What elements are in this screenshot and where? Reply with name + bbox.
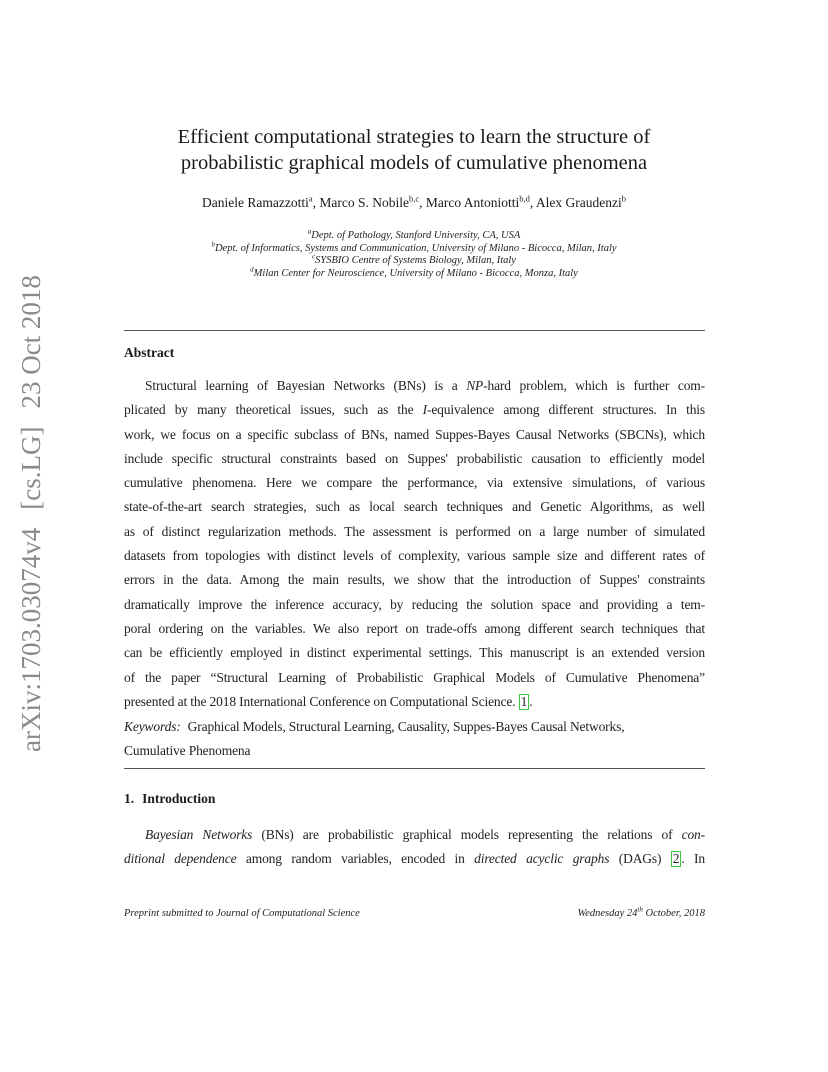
abstract-line: cumulative phenomena. Here we compare the performance, via extensive simulations, of various <box>124 475 705 491</box>
affiliation-text: Dept. of Pathology, Stanford University, CA, USA <box>311 230 521 241</box>
affiliation-text: Milan Center for Neuroscience, University of Milano - Bicocca, Monza, Italy <box>253 267 578 279</box>
text-span: -hard problem, which is further com- <box>483 378 705 393</box>
text-span: among random variables, encoded in <box>236 851 475 867</box>
affiliation-text: Dept. of Informatics, Systems and Communication, University of Milano - Bicocca, Milan, Italy <box>214 242 617 254</box>
author-separator: , <box>529 195 536 210</box>
abstract-bottom-rule <box>124 768 705 769</box>
section-number: 1. <box>124 791 135 806</box>
text-span: plicated by many theoretical issues, such as the <box>124 402 423 418</box>
footer-date <box>577 907 705 921</box>
affiliation-mark: a <box>307 227 312 236</box>
author-list <box>100 194 728 212</box>
text-span: (DAGs) <box>609 851 671 867</box>
author-affil-mark: b <box>621 193 626 204</box>
text-span: October, 2018 <box>642 908 705 919</box>
affiliation-mark: c <box>312 252 316 261</box>
abstract-body <box>124 374 705 714</box>
author <box>536 195 626 210</box>
affiliation <box>100 252 728 268</box>
citation-link[interactable]: 1 <box>520 693 528 709</box>
section-heading-introduction <box>124 790 215 808</box>
abstract-top-rule <box>124 330 705 331</box>
text-span: Wednesday 24 <box>577 908 638 919</box>
author-affil-mark: b,c <box>408 193 420 204</box>
page-footer <box>124 907 705 923</box>
abstract-line: as of distinct regularization methods. The assessment is performed on a large number of simulated <box>124 523 705 539</box>
text-span: (BNs) are probabilistic graphical models representing the relations of <box>252 827 682 842</box>
author <box>426 195 536 210</box>
keywords-line-2: Cumulative Phenomena <box>124 743 251 759</box>
abstract-line: work, we focus on a specific subclass of BNs, named Suppes-Bayes Causal Networks (SBCNs), which <box>124 426 705 442</box>
abstract-line: of the paper “Structural Learning of Probabilistic Graphical Models of Cumulative Phenomena” <box>124 669 705 685</box>
text-span: -equivalence among different structures. In this <box>426 402 705 418</box>
author <box>319 195 426 210</box>
affiliation-mark: d <box>250 265 254 274</box>
affiliation <box>100 240 728 256</box>
introduction-body <box>124 823 705 872</box>
abstract-line <box>124 374 705 398</box>
author-separator: , <box>312 195 320 210</box>
emphasis: I <box>422 402 427 418</box>
author <box>202 195 319 210</box>
author-name: Alex Graudenzi <box>535 195 622 210</box>
abstract-line: poral ordering on the variables. We also report on trade-offs among different search techniques that <box>124 620 705 636</box>
abstract-line: can be efficiently employed in distinct experimental settings. This manuscript is an extended version <box>124 645 705 661</box>
keywords-text: Graphical Models, Structural Learning, Causality, Suppes-Bayes Causal Networks, <box>187 719 625 734</box>
emphasis: directed acyclic graphs <box>474 851 610 867</box>
emphasis: ditional dependence <box>124 851 237 867</box>
abstract-line: include specific structural constraints based on Suppes' probabilistic causation to efficiently model <box>124 450 705 466</box>
abstract-line: dramatically improve the inference accuracy, by reducing the solution space and providing a tem- <box>124 596 705 612</box>
author-affil-mark: b,d <box>519 193 530 204</box>
abstract-line <box>124 690 705 714</box>
title-line-2: probabilistic graphical models of cumulative phenomena <box>180 152 648 174</box>
text-span: Structural learning of Bayesian Networks (BNs) is a <box>145 378 467 393</box>
footer-preprint-note: Preprint submitted to Journal of Computational Science <box>124 908 360 919</box>
abstract-line: errors in the data. Among the main results, we show that the introduction of Suppes' constraints <box>124 572 705 588</box>
ordinal-suffix: th <box>637 905 643 914</box>
author-name: Daniele Ramazzotti <box>202 195 309 210</box>
abstract-line: datasets from topologies with distinct levels of complexity, various sample size and different rates of <box>124 548 705 564</box>
arxiv-category: [cs.LG] <box>16 426 46 510</box>
emphasis: NP <box>466 378 484 393</box>
emphasis: Bayesian Networks <box>145 827 253 842</box>
keywords <box>124 715 705 764</box>
author-name: Marco S. Nobile <box>319 195 409 210</box>
affiliations <box>100 227 728 280</box>
author-name: Marco Antoniotti <box>425 195 520 210</box>
text-span: . In <box>681 851 705 867</box>
text-span: . <box>529 693 533 709</box>
emphasis: con- <box>681 827 705 842</box>
arxiv-date: 23 Oct 2018 <box>16 275 46 409</box>
author-affil-mark: a <box>308 193 313 204</box>
intro-line <box>124 823 705 847</box>
abstract-heading: Abstract <box>124 345 175 360</box>
keywords-line-1 <box>124 715 705 739</box>
abstract-line <box>124 398 705 422</box>
citation-link[interactable]: 2 <box>672 851 680 867</box>
paper-title <box>100 124 728 176</box>
affiliation-text: SYSBIO Centre of Systems Biology, Milan, Italy <box>315 255 516 267</box>
text-span: presented at the 2018 International Conference on Computational Science. <box>124 693 519 709</box>
abstract-line: state-of-the-art search strategies, such as local search techniques and Genetic Algorithms, as well <box>124 499 705 515</box>
section-title: Introduction <box>142 791 216 806</box>
affiliation-mark: b <box>211 240 215 249</box>
keywords-label: Keywords: <box>124 719 181 734</box>
author-separator: , <box>419 195 426 210</box>
arxiv-stamp <box>14 275 48 752</box>
affiliation <box>100 227 728 243</box>
arxiv-id[interactable]: arXiv:1703.03074v4 <box>16 527 46 752</box>
intro-line <box>124 847 705 871</box>
affiliation <box>100 265 728 281</box>
title-line-1: Efficient computational strategies to learn the structure of <box>177 126 651 148</box>
